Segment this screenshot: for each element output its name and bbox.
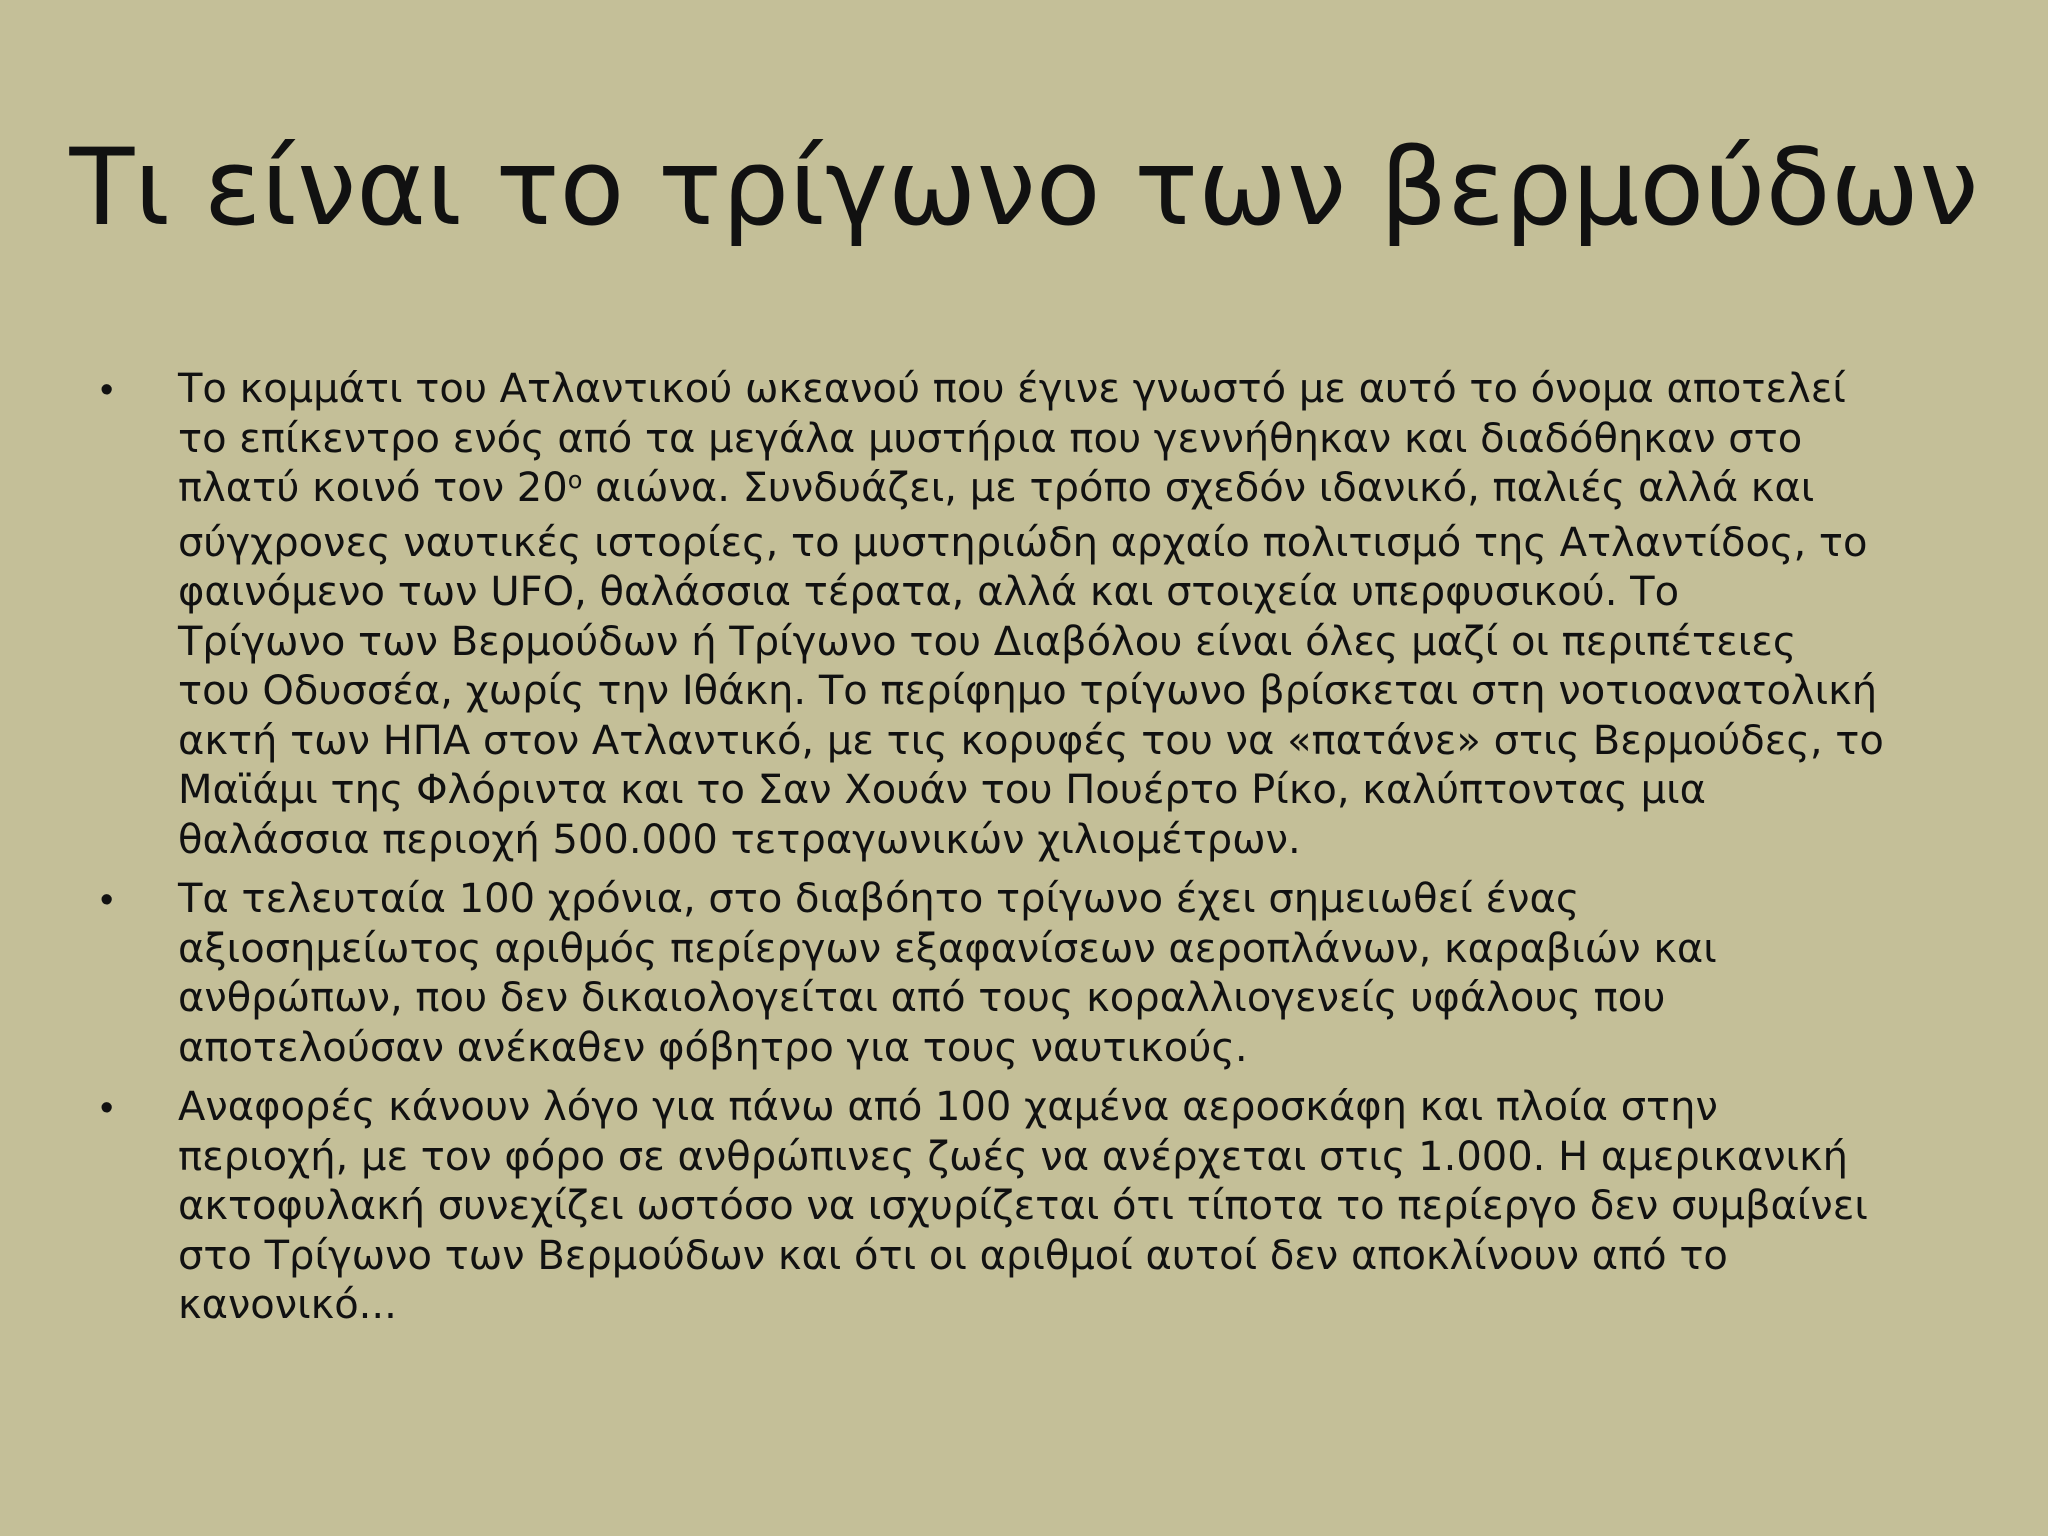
text-line: αξιοσημείωτος αριθμός περίεργων εξαφανίσεων αεροπλάνων, καραβιών και — [178, 925, 1717, 972]
text-line: περιοχή, με τον φόρο σε ανθρώπινες ζωές να ανέρχεται στις 1.000. Η αμερικανική — [178, 1133, 1848, 1180]
text-line: Τρίγωνο των Βερμούδων ή Τρίγωνο του Διαβόλου είναι όλες μαζί οι περιπέτειες — [178, 618, 1797, 665]
bullet-item-2 — [100, 875, 1940, 1073]
text-line: ανθρώπων, που δεν δικαιολογείται από τους κοραλλιογενείς υφάλους που — [178, 975, 1666, 1021]
bullet-marker: • — [100, 1087, 114, 1129]
bullet-text — [178, 875, 1938, 1073]
text-line: το επίκεντρο ενός από τα μεγάλα μυστήρια που γεννήθηκαν και διαδόθηκαν στο — [178, 415, 1803, 462]
bullet-item-1 — [100, 365, 1940, 865]
text-line: του Οδυσσέα, χωρίς την Ιθάκη. Το περίφημο τρίγωνο βρίσκεται στη νοτιοανατολική — [178, 668, 1878, 714]
text-line: Μαϊάμι της Φλόριντα και το Σαν Χουάν του Πουέρτο Ρίκο, καλύπτοντας μια — [178, 767, 1707, 813]
text-line: Τα τελευταία 100 χρόνια, στο διαβόητο τρίγωνο έχει σημειωθεί ένας — [178, 876, 1580, 922]
text-line: ακτοφυλακή συνεχίζει ωστόσο να ισχυρίζεται ότι τίποτα το περίεργο δεν συμβαίνει — [178, 1183, 1868, 1229]
text-line — [178, 464, 1938, 519]
bullet-item-3 — [100, 1083, 1940, 1331]
text-fragment: πλατύ κοινό τον 20 — [178, 465, 568, 511]
text-line: Το κομμάτι του Ατλαντικού ωκεανού που έγινε γνωστό με αυτό το όνομα αποτελεί — [178, 366, 1846, 412]
text-line: Αναφορές κάνουν λόγο για πάνω από 100 χαμένα αεροσκάφη και πλοία στην — [178, 1084, 1718, 1130]
text-line: στο Τρίγωνο των Βερμούδων και ότι οι αριθμοί αυτοί δεν αποκλίνουν από το — [178, 1232, 1728, 1279]
text-fragment: αιώνα. Συνδυάζει, με τρόπο σχεδόν ιδανικό, παλιές αλλά και — [582, 465, 1815, 511]
text-line: αποτελούσαν ανέκαθεν φόβητρο για τους ναυτικούς. — [178, 1024, 1248, 1071]
text-line: σύγχρονες ναυτικές ιστορίες, το μυστηριώδη αρχαίο πολιτισμό της Ατλαντίδος, το — [178, 519, 1868, 566]
text-line: κανονικό... — [178, 1282, 397, 1328]
text-line: ακτή των ΗΠΑ στον Ατλαντικό, με τις κορυφές του να «πατάνε» στις Βερμούδες, το — [178, 717, 1884, 764]
slide-title: Τι είναι το τρίγωνο των βερμούδων — [69, 126, 1979, 249]
superscript-text: ο — [567, 466, 583, 494]
text-line: θαλάσσια περιοχή 500.000 τετραγωνικών χιλιομέτρων. — [178, 816, 1301, 863]
bullet-text — [178, 365, 1938, 865]
text-line: φαινόμενο των UFO, θαλάσσια τέρατα, αλλά και στοιχεία υπερφυσικού. Το — [178, 569, 1680, 615]
bullet-list — [100, 365, 1940, 1331]
bullet-marker: • — [100, 369, 114, 411]
bullet-text — [178, 1083, 1938, 1331]
bullet-marker: • — [100, 879, 114, 921]
